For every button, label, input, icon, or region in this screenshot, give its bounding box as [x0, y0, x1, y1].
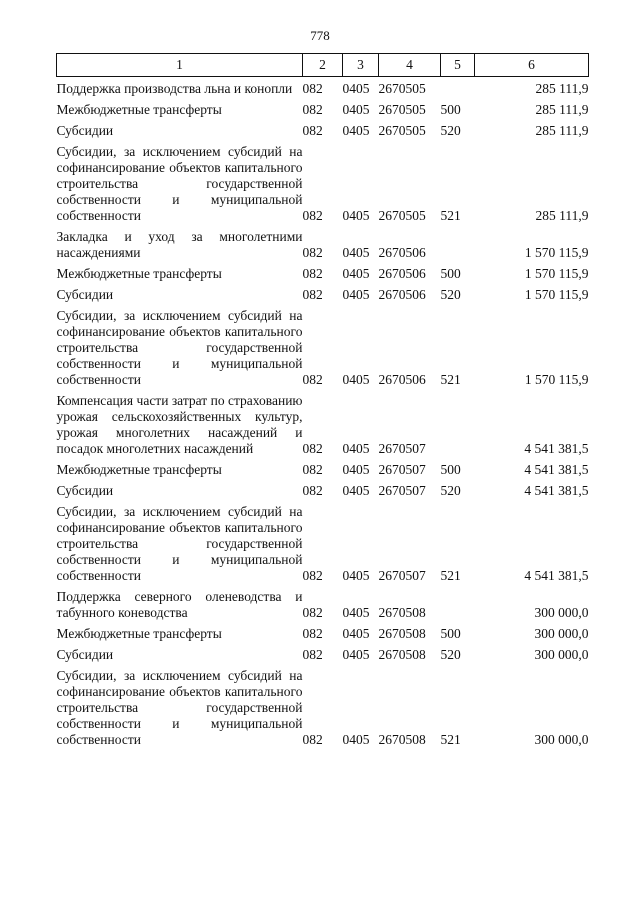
column-header: 6 — [475, 54, 589, 77]
row-target-article: 2670505 — [378, 102, 426, 117]
row-target-article: 2670507 — [378, 441, 426, 456]
table-row — [57, 140, 589, 225]
table-row — [57, 119, 589, 140]
table-row — [57, 500, 589, 585]
row-expense-type: 521 — [440, 372, 461, 387]
row-ministry-code: 082 — [302, 372, 323, 387]
table-row — [57, 479, 589, 500]
row-description: Межбюджетные трансферты — [56, 626, 222, 641]
row-ministry-code: 082 — [302, 605, 323, 620]
row-target-article: 2670508 — [378, 647, 426, 662]
row-section-code: 0405 — [342, 441, 370, 456]
row-target-article: 2670508 — [378, 732, 426, 747]
row-section-code: 0405 — [342, 568, 370, 583]
row-ministry-code: 082 — [302, 102, 323, 117]
row-expense-type — [441, 77, 475, 99]
table-row — [57, 262, 589, 283]
row-amount: 300 000,0 — [534, 605, 589, 620]
row-description: Субсидии — [56, 483, 114, 498]
row-expense-type: 520 — [440, 123, 461, 138]
row-target-article: 2670507 — [378, 462, 426, 477]
row-section-code: 0405 — [342, 81, 370, 96]
row-expense-type: 500 — [440, 266, 461, 281]
row-amount: 300 000,0 — [534, 732, 589, 747]
row-amount: 1 570 115,9 — [524, 266, 589, 281]
row-amount: 300 000,0 — [534, 647, 589, 662]
row-section-code: 0405 — [342, 208, 370, 223]
row-ministry-code: 082 — [302, 81, 323, 96]
row-description: Субсидии — [56, 123, 114, 138]
row-ministry-code: 082 — [302, 441, 323, 456]
row-ministry-code: 082 — [302, 568, 323, 583]
table-row — [57, 98, 589, 119]
row-amount: 1 570 115,9 — [524, 245, 589, 260]
column-header: 4 — [379, 54, 441, 77]
row-description: Субсидии, за исключением субсидий на софинансирование объектов капитального строительства государственной собственности и муниципальной собственности — [56, 144, 303, 223]
table-row — [57, 643, 589, 664]
row-description: Компенсация части затрат по страхованию урожая сельскохозяйственных культур, урожая многолетних насаждений и посадок многолетних насаждений — [56, 393, 303, 456]
column-header: 3 — [343, 54, 379, 77]
table-row — [57, 225, 589, 262]
row-ministry-code: 082 — [302, 647, 323, 662]
row-description: Межбюджетные трансферты — [56, 266, 222, 281]
row-ministry-code: 082 — [302, 123, 323, 138]
table-row — [57, 622, 589, 643]
column-header: 5 — [441, 54, 475, 77]
table-row — [57, 664, 589, 749]
row-section-code: 0405 — [342, 647, 370, 662]
row-amount: 285 111,9 — [535, 102, 589, 117]
row-description: Межбюджетные трансферты — [56, 102, 222, 117]
row-amount: 4 541 381,5 — [524, 568, 589, 583]
row-expense-type — [441, 585, 475, 622]
row-target-article: 2670506 — [378, 245, 426, 260]
row-amount: 285 111,9 — [535, 123, 589, 138]
row-section-code: 0405 — [342, 266, 370, 281]
row-description: Субсидии, за исключением субсидий на софинансирование объектов капитального строительства государственной собственности и муниципальной собственности — [56, 504, 303, 583]
page-number: 778 — [310, 28, 330, 43]
row-expense-type: 520 — [440, 287, 461, 302]
row-ministry-code: 082 — [302, 483, 323, 498]
row-amount: 285 111,9 — [535, 81, 589, 96]
row-expense-type: 500 — [440, 102, 461, 117]
row-ministry-code: 082 — [302, 626, 323, 641]
row-section-code: 0405 — [342, 123, 370, 138]
row-expense-type: 521 — [440, 568, 461, 583]
row-ministry-code: 082 — [302, 245, 323, 260]
row-description: Субсидии — [56, 287, 114, 302]
row-expense-type: 520 — [440, 483, 461, 498]
row-target-article: 2670505 — [378, 123, 426, 138]
row-ministry-code: 082 — [302, 462, 323, 477]
row-expense-type: 520 — [440, 647, 461, 662]
table-row — [57, 283, 589, 304]
row-target-article: 2670505 — [378, 81, 426, 96]
row-amount: 285 111,9 — [535, 208, 589, 223]
row-expense-type: 521 — [440, 732, 461, 747]
row-target-article: 2670506 — [378, 266, 426, 281]
table-body — [57, 77, 589, 750]
row-ministry-code: 082 — [302, 266, 323, 281]
row-section-code: 0405 — [342, 462, 370, 477]
column-header: 1 — [57, 54, 303, 77]
row-amount: 300 000,0 — [534, 626, 589, 641]
table-row — [57, 304, 589, 389]
row-section-code: 0405 — [342, 102, 370, 117]
column-header: 2 — [303, 54, 343, 77]
row-target-article: 2670505 — [378, 208, 426, 223]
row-description: Межбюджетные трансферты — [56, 462, 222, 477]
row-amount: 1 570 115,9 — [524, 287, 589, 302]
row-description: Субсидии, за исключением субсидий на софинансирование объектов капитального строительства государственной собственности и муниципальной собственности — [56, 308, 303, 387]
row-section-code: 0405 — [342, 372, 370, 387]
row-expense-type: 521 — [440, 208, 461, 223]
row-description: Поддержка производства льна и конопли — [56, 81, 293, 96]
row-section-code: 0405 — [342, 732, 370, 747]
row-ministry-code: 082 — [302, 732, 323, 747]
row-expense-type — [441, 225, 475, 262]
row-section-code: 0405 — [342, 483, 370, 498]
table-row — [57, 458, 589, 479]
row-section-code: 0405 — [342, 626, 370, 641]
row-ministry-code: 082 — [302, 208, 323, 223]
row-amount: 4 541 381,5 — [524, 483, 589, 498]
row-expense-type: 500 — [440, 626, 461, 641]
row-description: Субсидии — [56, 647, 114, 662]
row-section-code: 0405 — [342, 605, 370, 620]
row-target-article: 2670508 — [378, 605, 426, 620]
row-amount: 4 541 381,5 — [524, 462, 589, 477]
budget-table — [56, 53, 589, 749]
table-row — [57, 77, 589, 99]
row-expense-type: 500 — [440, 462, 461, 477]
row-section-code: 0405 — [342, 245, 370, 260]
row-description: Субсидии, за исключением субсидий на софинансирование объектов капитального строительства государственной собственности и муниципальной собственности — [56, 668, 303, 747]
row-amount: 4 541 381,5 — [524, 441, 589, 456]
row-expense-type — [441, 389, 475, 458]
table-row — [57, 585, 589, 622]
row-amount: 1 570 115,9 — [524, 372, 589, 387]
header-row — [57, 54, 589, 77]
row-section-code: 0405 — [342, 287, 370, 302]
row-ministry-code: 082 — [302, 287, 323, 302]
row-target-article: 2670508 — [378, 626, 426, 641]
row-target-article: 2670507 — [378, 568, 426, 583]
row-description: Поддержка северного оленеводства и табунного коневодства — [56, 589, 303, 620]
row-target-article: 2670507 — [378, 483, 426, 498]
row-description: Закладка и уход за многолетними насаждениями — [56, 229, 303, 260]
row-target-article: 2670506 — [378, 287, 426, 302]
table-row — [57, 389, 589, 458]
row-target-article: 2670506 — [378, 372, 426, 387]
